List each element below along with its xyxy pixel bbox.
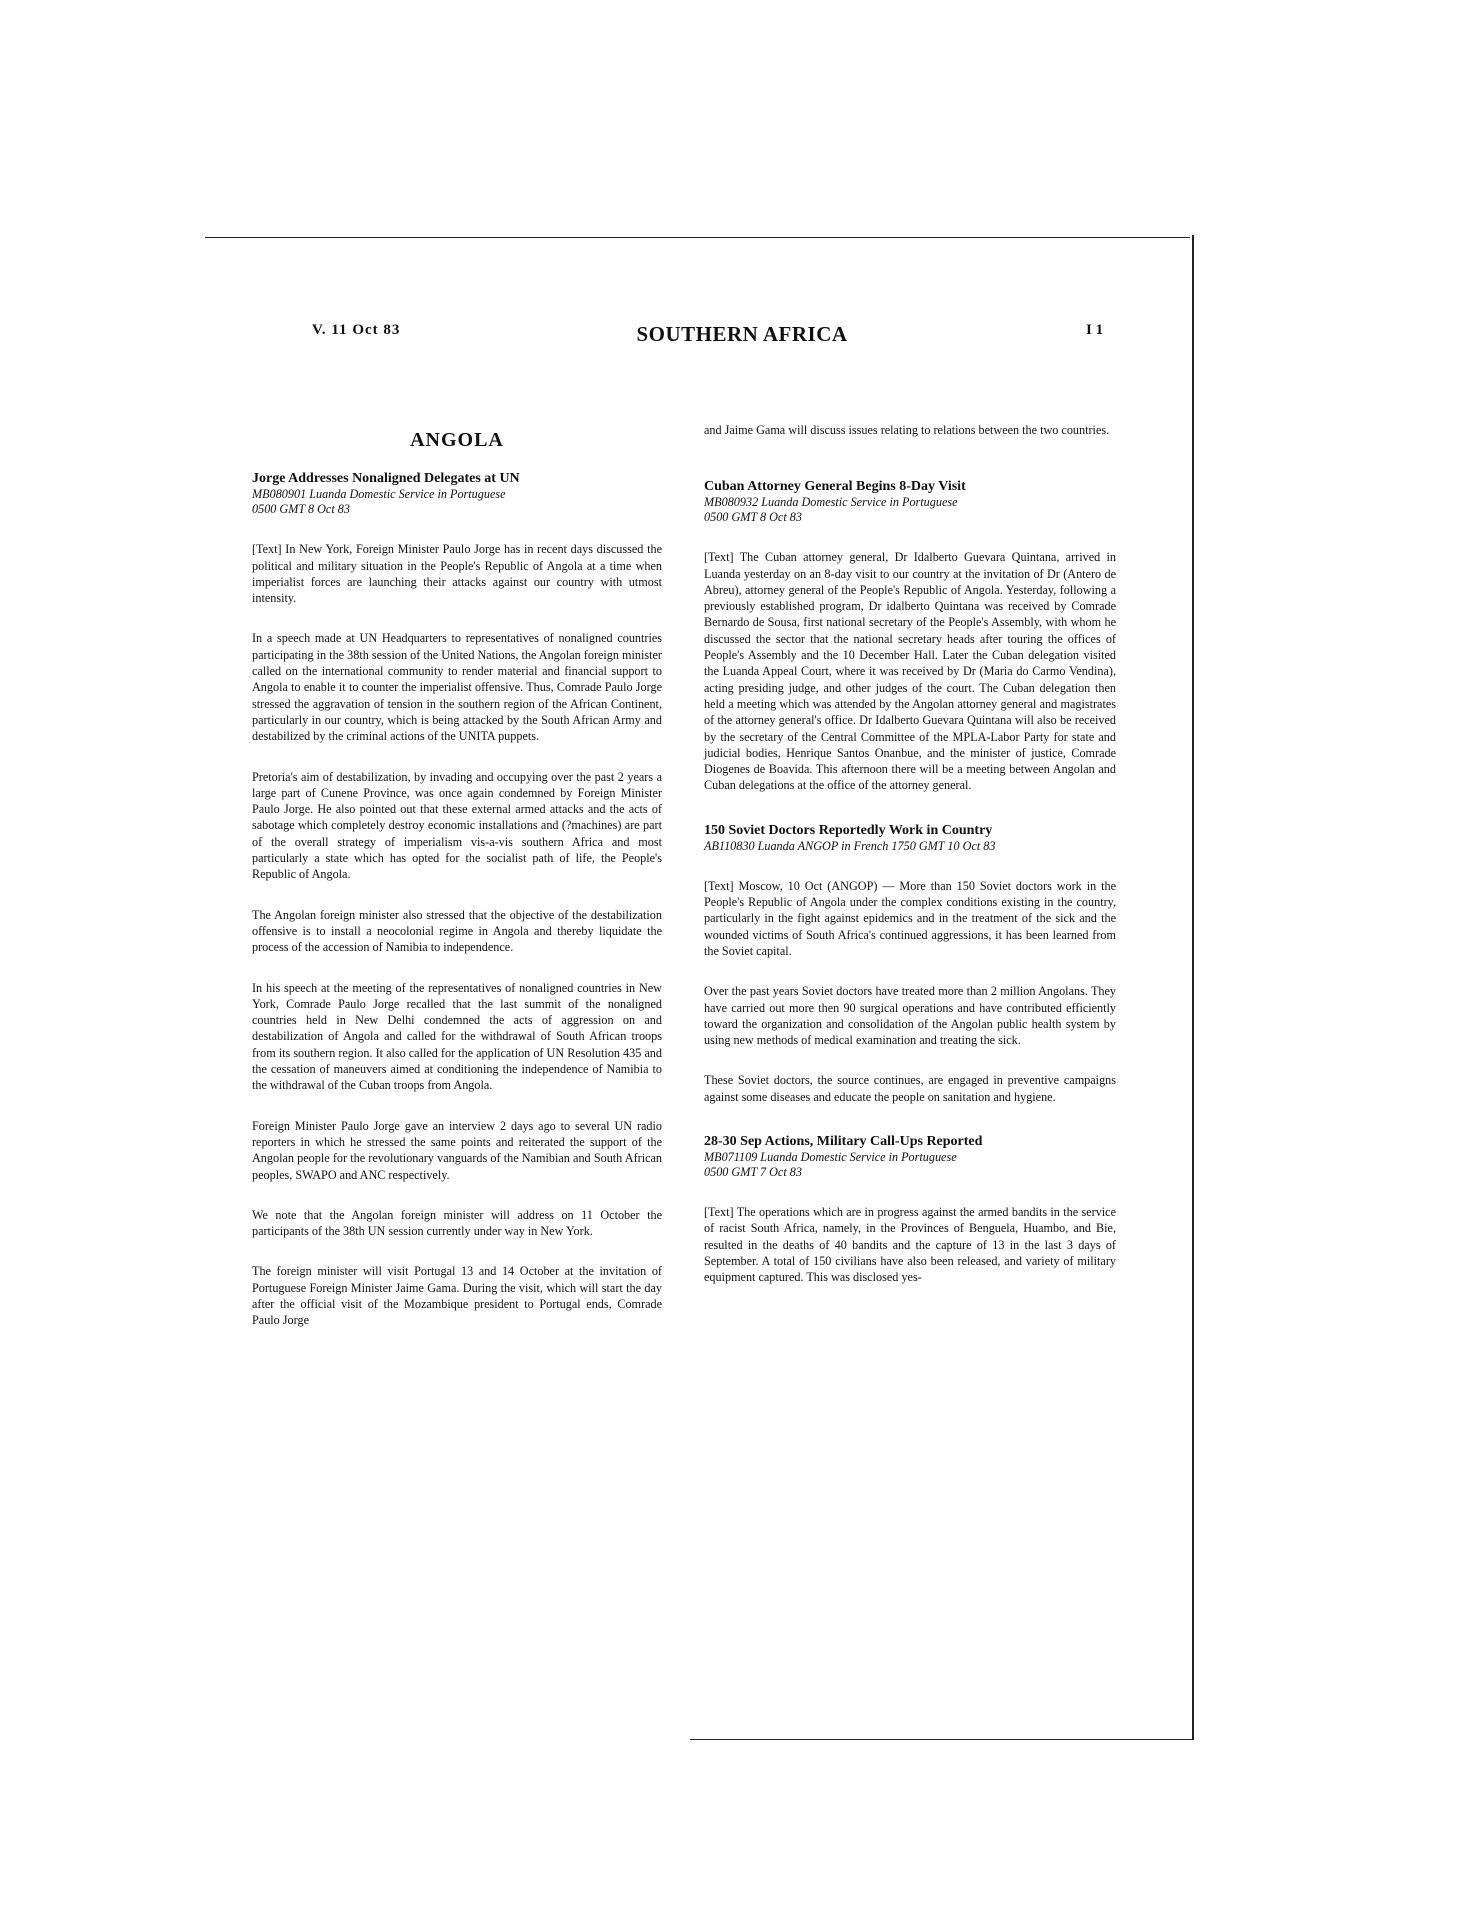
article-sep-actions <box>704 1133 1116 1285</box>
paragraph: [Text] In New York, Foreign Minister Paulo Jorge has in recent days discussed the political and military situation in the People's Republic of Angola at a time when imperialist forces are launching their attacks against our country with utmost intensity. <box>252 542 662 606</box>
article-title: Cuban Attorney General Begins 8-Day Visit <box>704 479 966 495</box>
source-line: MB071109 Luanda Domestic Service in Portuguese <box>704 1150 957 1165</box>
paragraph: Pretoria's aim of destabilization, by invading and occupying over the past 2 years a large part of Cunene Province, was once again condemned by Foreign Minister Paulo Jorge. He also pointed out that these external armed attacks and the acts of sabotage which completely destroy economic installations and (?machines) are part of the overall strategy of imperialism vis-a-vis southern Africa and most particularly a state which has opted for the socialist path of life, the People's Republic of Angola. <box>252 769 662 882</box>
article-source <box>704 1150 1116 1180</box>
paragraph: In his speech at the meeting of the representatives of nonaligned countries in New York, Comrade Paulo Jorge recalled that the last summit of the nonaligned countries held in New Delhi condemned the acts of aggression on and destabilization of Angola and called for the withdrawal of South African troops from its southern region. It also called for the application of UN Resolution 435 and the cessation of maneuvers aimed at conditioning the independence of Namibia to the withdrawal of the Cuban troops from Angola. <box>252 980 662 1093</box>
article-title: 150 Soviet Doctors Reportedly Work in Country <box>704 822 993 838</box>
paragraph: [Text] The operations which are in progress against the armed bandits in the service of racist South Africa, namely, in the Provinces of Benguela, Huambo, and Bie, resulted in the deaths of 40 bandits and the capture of 13 in the last 3 days of September. A total of 150 civilians have also been released, and variety of military equipment captured. This was disclosed yes- <box>704 1205 1116 1285</box>
article-soviet-doctors <box>704 822 1116 1105</box>
article-source <box>704 839 1116 854</box>
paragraph: Over the past years Soviet doctors have treated more than 2 million Angolans. They have carried out more then 90 surgical operations and have contributed efficiently toward the organization and consolidation of the Angolan public health system by using new methods of medical examination and treating the sick. <box>704 984 1116 1048</box>
right-margin-rule <box>1192 235 1194 1740</box>
paragraph: These Soviet doctors, the source continues, are engaged in preventive campaigns against some diseases and educate the people on sanitation and hygiene. <box>704 1073 1116 1104</box>
paragraph: The Angolan foreign minister also stressed that the objective of the destabilization offensive is to install a neocolonial regime in Angola and thereby liquidate the process of the accession of Namibia to independence. <box>252 907 662 955</box>
top-rule <box>205 237 1190 238</box>
article-title: 28-30 Sep Actions, Military Call-Ups Reported <box>704 1134 983 1150</box>
right-column <box>704 422 1116 1314</box>
source-line: MB080932 Luanda Domestic Service in Portuguese <box>704 495 958 510</box>
header-issue-date: V. 11 Oct 83 <box>312 322 401 338</box>
source-line: MB080901 Luanda Domestic Service in Portuguese <box>252 487 506 502</box>
header-section-title: SOUTHERN AFRICA <box>636 322 848 346</box>
source-line: 0500 GMT 8 Oct 83 <box>252 502 350 517</box>
source-line: AB110830 Luanda ANGOP in French 1750 GMT 10 Oct 83 <box>704 838 996 853</box>
country-heading: ANGOLA <box>410 429 504 451</box>
paragraph: We note that the Angolan foreign minister will address on 11 October the participants of the 38th UN session currently under way in New York. <box>252 1207 662 1239</box>
source-line: 0500 GMT 7 Oct 83 <box>704 1165 802 1180</box>
paragraph: [Text] The Cuban attorney general, Dr Idalberto Guevara Quintana, arrived in Luanda yesterday on an 8-day visit to our country at the invitation of Dr (Antero de Abreu), attorney general of the People's Republic of Angola. Yesterday, following a previously established program, Dr idalberto Quintana was received by Comrade Bernardo de Sousa, first national secretary of the People's Assembly, with whom he discussed the sector that the national secretary heads after touring the offices of People's Assembly and the 10 December Hall. Later the Cuban delegation visited the Luanda Appeal Court, where it was received by Dr (Maria do Carmo Vendina), acting presiding judge, and other judges of the court. The Cuban delegation then held a meeting which was attended by the Angolan attorney general and magistrates of the attorney general's office. Dr Idalberto Guevara Quintana will also be received by the secretary of the Central Committee of the MPLA-Labor Party for state and judicial bodies, Henrique Santos Onanbue, and the minister of justice, Comrade Diogenes de Boavida. This afternoon there will be a meeting between Angolan and Cuban delegations at the office of the attorney general. <box>704 550 1116 793</box>
left-column <box>252 422 662 1357</box>
source-line: 0500 GMT 8 Oct 83 <box>704 510 802 525</box>
paragraph: In a speech made at UN Headquarters to representatives of nonaligned countries participating in the 38th session of the United Nations, the Angolan foreign minister called on the international community to render material and financial support to Angola to enable it to counter the imperialist offensive. Thus, Comrade Paulo Jorge stressed the aggravation of tension in the southern region of the African Continent, particularly in our country, which is being attacked by the South African Army and destabilized by the criminal actions of the UNITA puppets. <box>252 631 662 744</box>
article-source <box>252 487 662 517</box>
article-cuban-attorney <box>704 478 1116 793</box>
article-title: Jorge Addresses Nonaligned Delegates at UN <box>252 471 520 487</box>
article-jorge-un <box>252 470 662 1328</box>
paragraph: [Text] Moscow, 10 Oct (ANGOP) — More than 150 Soviet doctors work in the People's Republic of Angola under the complex conditions existing in the country, particularly in the fight against epidemics and in the treatment of the sick and the wounded victims of South Africa's continued aggressions, it has been learned from the Soviet capital. <box>704 878 1116 958</box>
paragraph: The foreign minister will visit Portugal 13 and 14 October at the invitation of Portuguese Foreign Minister Jaime Gama. During the visit, which will start the day after the official visit of the Mozambique president to Portugal ends, Comrade Paulo Jorge <box>252 1264 662 1328</box>
paragraph: Foreign Minister Paulo Jorge gave an interview 2 days ago to several UN radio reporters in which he stressed the same points and reiterated the support of the Angolan people for the revolutionary vanguards of the Namibian and South African peoples, SWAPO and ANC respectively. <box>252 1118 662 1182</box>
article-source <box>704 495 1116 525</box>
continued-paragraph: and Jaime Gama will discuss issues relating to relations between the two countries. <box>704 423 1110 437</box>
bottom-rule <box>690 1739 1192 1740</box>
header-page-number: I 1 <box>1086 322 1104 338</box>
